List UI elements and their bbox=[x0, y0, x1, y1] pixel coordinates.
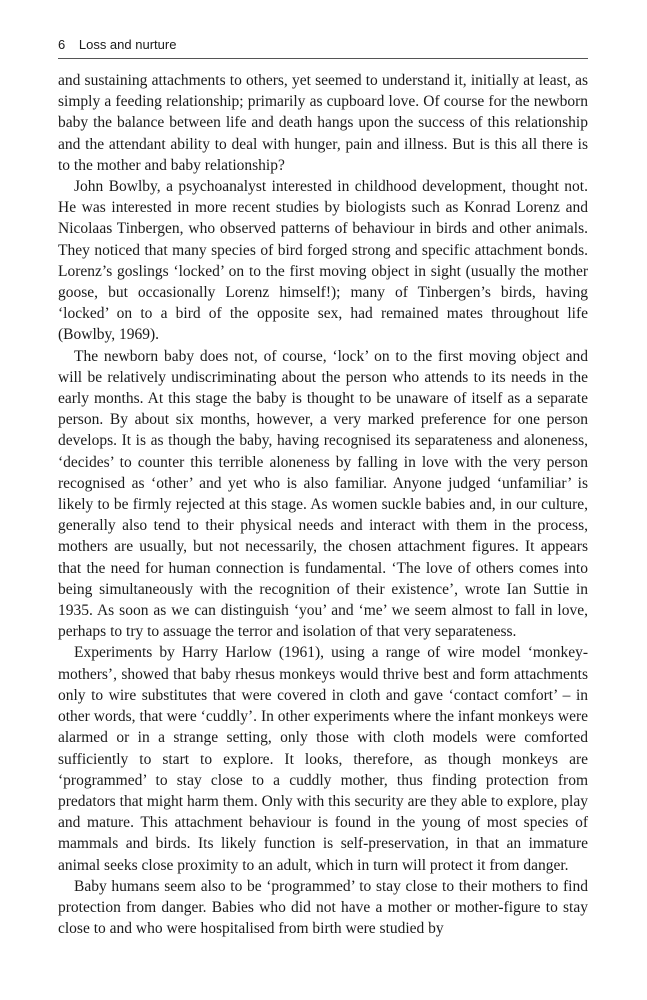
page-number: 6 bbox=[58, 37, 66, 52]
paragraph: The newborn baby does not, of course, ‘lock’ on to the first moving object and will be relatively undiscriminating about the person who attends to its needs in the early months. At this stage the baby is thought to be unaware of itself as a separate person. By about six months, however, a very marked preference for one person develops. It is as though the baby, having recognised its separateness and aloneness, ‘decides’ to counter this terrible aloneness by falling in love with the very person recognised as ‘other’ and yet who is also familiar. Anyone judged ‘unfamiliar’ is likely to be firmly rejected at this stage. As women suckle babies and, in our culture, generally also tend to their physical needs and interact with them in the process, mothers are usually, but not necessarily, the chosen attachment figures. It appears that the need for human connection is fundamental. ‘The love of others comes into being simultaneously with the recognition of their existence’, wrote Ian Suttie in 1935. As soon as we can distinguish ‘you’ and ‘me’ we seem almost to fall in love, perhaps to try to assuage the terror and isolation of that very separateness. bbox=[58, 347, 588, 641]
running-header bbox=[58, 36, 588, 59]
paragraph: Experiments by Harry Harlow (1961), using a range of wire model ‘monkey-mothers’, showed that baby rhesus monkeys would thrive best and form attachments only to wire substitutes that were covered in cloth and gave ‘contact comfort’ – in other words, that were ‘cuddly’. In other experiments where the infant monkeys were alarmed or in a strange setting, only those with cloth models were comforted sufficiently to start to explore. It looks, therefore, as though monkeys are ‘programmed’ to stay close to a cuddly mother, thus finding protection from predators that might harm them. Only with this security are they able to explore, play and mature. This attachment behaviour is found in the young of most species of mammals and birds. Its likely function is self-preservation, in that an immature animal seeks close proximity to an adult, which in turn will protect it from danger. bbox=[58, 644, 588, 874]
paragraph: John Bowlby, a psychoanalyst interested in childhood development, thought not. He was interested in more recent studies by biologists such as Konrad Lorenz and Nicolaas Tinbergen, who observed patterns of behaviour in birds and other animals. They noticed that many species of bird forged strong and specific attachment bonds. Lorenz’s goslings ‘locked’ on to the first moving object in sight (usually the mother goose, but occasionally Lorenz himself!); many of Tinbergen’s birds, having ‘locked’ on to a bird of the opposite sex, had remained mates throughout life (Bowlby, 1969). bbox=[58, 178, 588, 344]
paragraph: and sustaining attachments to others, yet seemed to understand it, initially at least, as simply a feeding relationship; primarily as cupboard love. Of course for the newborn baby the balance between life and death hangs upon the success of this relationship and the attendant ability to deal with hunger, pain and illness. But is this all there is to the mother and baby relationship? bbox=[58, 72, 588, 174]
running-title: Loss and nurture bbox=[78, 37, 177, 52]
body-text bbox=[58, 70, 588, 939]
paragraph: Baby humans seem also to be ‘programmed’ to stay close to their mothers to find protection from danger. Babies who did not have a mother or mother-figure to stay close to and who were hospitalised from birth were studied by bbox=[58, 877, 588, 938]
